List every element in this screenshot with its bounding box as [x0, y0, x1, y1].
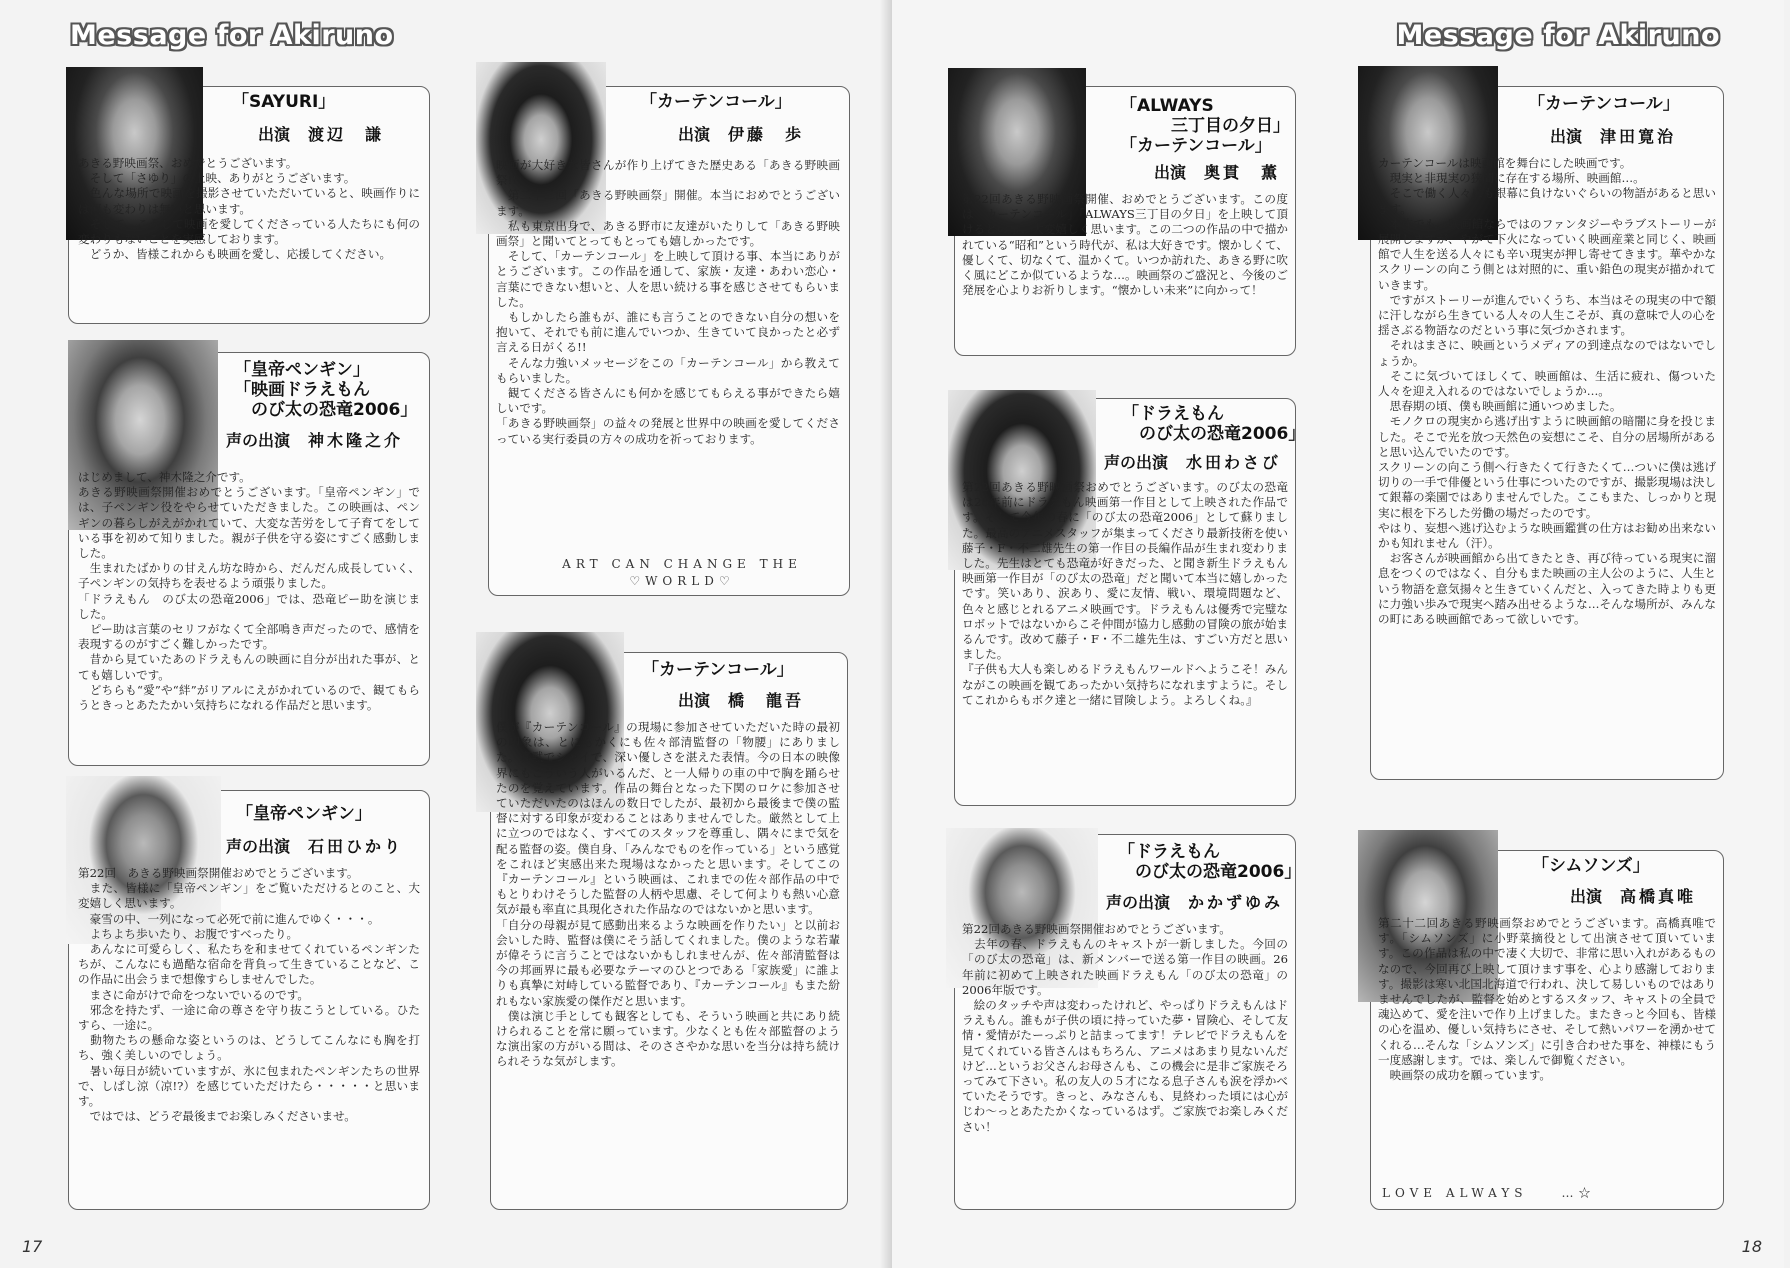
message-text: 第二十二回あきる野映画祭おめでとうございます。高橋真唯です。「シムソンズ」に小野菜摘役として出演させて頂いています。この作品は私の中で凄く大切で、非常に思い入れがあるものなので、今回再び上映して頂けます事を、心より感謝しております。撮影は寒い北国北海道で行われ、決して易しいものではありませんでしたが、監督を始めとするスタッフ、キャストの全員で魂込めて、愛を注いで作り上げました。またきっと今回も、皆様の心を温め、優しい気持ちにさせ、そして熱いパワーを湧かせてくれる…そんな「シムソンズ」に引き合わせた事を、神様にもう一度感謝します。では、楽しんで御覧ください。 映画祭の成功を願っています。	[1378, 916, 1716, 1083]
page-left	[0, 0, 892, 1268]
credit-line: 声の出演 石田ひかり	[226, 837, 404, 856]
page-right	[892, 0, 1784, 1268]
credit-line: 出演 橋 龍吾	[678, 691, 805, 710]
message-tagline: LOVE ALWAYS …☆	[1382, 1186, 1596, 1200]
film-title: 「シムソンズ」	[1532, 856, 1650, 876]
film-title: 「ALWAYS 三丁目の夕日」 「カーテンコール」	[1120, 96, 1290, 156]
message-text: 第22回 あきる野映画祭開催おめでとうございます。 また、皆様に「皇帝ペンギン」をご覧いただけるとのこと、大変嬉しく思います。 豪雪の中、一列になって必死で前に進んでゆく・・・。 よちよち歩いたり、お腹ですべったり。 あんなに可愛らしく、私たちを和ませてくれているペンギンたちが、こんなにも過酷な宿命を背負って生きていることなど、この作品に出会うまで想像すらしませんでした。 まさに命がけで命をつないでいるのです。 邪念を持たず、一途に命の尊さを守り抜こうとしている。ひたすら、一途に。 動物たちの懸命な姿というのは、どうしてこんなにも胸を打ち、強く美しいのでしょう。 暑い毎日が続いていますが、氷に包まれたペンギンたちの世界で、しばし涼（凉!?）を感じていただけたら・・・・・と思います。 ではでは、どうぞ最後までお楽しみくださいませ。	[78, 866, 420, 1124]
page-header-right: Message for Akiruno	[1396, 20, 1720, 51]
page-number-left: 17	[22, 1237, 43, 1256]
message-text: 第22回あきる野映画祭おめでとうございます。のび太の恐竜は26年前にドラえもん映画第一作目として上映された作品です。そして今年の春に「のび太の恐竜2006」として蘇りました。最高のアニメスタッフが集まってくださり最新技術を使い藤子・F・不二雄先生の第一作目の長編作品が生まれ変わりました。先生はとても恐竜が好きだった、と聞き新生ドラえもん映画第一作目が「のび太の恐竜」だと聞いて本当に嬉しかったです。笑いあり、涙あり、愛に友情、戦い、環境問題など、色々と感じとれるアニメ映画です。ドラえもんは優秀で完璧なロボットではないからこそ仲間が協力し感動の冒険の旅が始まるんです。改めて藤子・F・不二雄先生は、すごい方だと思いました。 『子供も大人も楽しめるドラえもんワールドへようこそ！みんながこの映画を観てあったかい気持ちになれますように。そしてこれからもボク達と一緒に冒険しよう。よろしくね。』	[962, 480, 1288, 707]
message-text: 第22回あきる野映画祭開催、おめでとうございます。この度は「カーテンコール」「ALWAYS三丁目の夕日」を上映して頂けるとの事、大変嬉しく思います。この二つの作品の中で描かれている“昭和”という時代が、私は大好きです。懐かしくて、優しくて、切なくて、温かくて。いつか訪れた、あきる野に吹く風にどこか似ているような…。映画祭のご盛況と、今後のご発展を心よりお祈りします。“懐かしい未来”に向かって！	[962, 192, 1288, 298]
message-text: はじめまして、神木隆之介です。 あきる野映画祭開催おめでとうございます。「皇帝ペンギン」では、子ペンギン役をやらせていただきました。この映画は、ペンギンの暮らしがえがかれていて、大変な苦労をして子育てをしている事を初めて知りました。親が子供を守る姿にすごく感動しました。 生まれたばかりの甘えん坊な時から、だんだん成長していく、子ペンギンの気持ちを表せるよう頑張りました。 「ドラえもん のび太の恐竜2006」では、恐竜ピー助を演じました。 ピー助は言葉のセリフがなくて全部鳴き声だったので、感情を表現するのがすごく難しかったです。 昔から見ていたあのドラえもんの映画に自分が出れた事が、とても嬉しいです。 どちらも“愛”や“絆”がリアルにえがかれているので、観てもらうときっとあたたかい気持ちになれる作品だと思います。	[78, 470, 420, 713]
credit-line: 声の出演 水田わさび	[1104, 453, 1282, 472]
film-title: 「皇帝ペンギン」 「映画ドラえもん のび太の恐竜2006」	[234, 360, 418, 420]
film-title: 「ドラえもん のび太の恐竜2006」	[1122, 404, 1306, 444]
credit-line: 出演 奥貫 薫	[1154, 163, 1281, 182]
film-title: 「カーテンコール」	[640, 92, 792, 112]
message-text: カーテンコールは映画館を舞台にした映画です。 現実と非現実の狭間に存在する場所、映画館…。 そこで働く人々にも銀幕に負けないぐらいの物語があると思います。 本作でも、映画館ならではのファンタジーやラブストーリーが展開しますが、やがて下火になっていく映画産業と同じく、映画館で人生を送る人々にも辛い現実が押し寄せてきます。華やかなスクリーンの向こう側とは対照的に、重い鉛色の現実が描かれていきます。 ですがストーリーが進んでいくうち、本当はその現実の中で額に汗しながら生きている人々の人生こそが、真の意味で人の心を揺さぶる物語なのだという事に気づかされます。 それはまさに、映画というメディアの到達点なのではないでしょうか。 そこに気づいてほしくて、映画館は、生活に疲れ、傷ついた人々を迎え入れるのではないでしょうか…。 思春期の頃、僕も映画館に通いつめました。 モノクロの現実から逃げ出すように映画館の暗闇に身を投じました。そこで光を放つ天然色の妄想にこそ、自分の居場所があると思い込んでいたのです。 スクリーンの向こう側へ行きたくて行きたくて…ついに僕は逃げ切りの一手で俳優という仕事についたのですが、撮影現場は決して銀幕の楽園ではありませんでした。ここもまた、しっかりと現実に根を下ろした労働の場だったのです。 やはり、妄想へ逃げ込むような映画鑑賞の仕方はお勧め出来ないかも知れません（汗）。 お客さんが映画館から出てきたとき、再び待っている現実に溜息をつくのではなく、自分もまた映画の主人公のように、人生という物語を意気揚々と生きていくんだと、入ってきた時よりも更に力強い歩みで現実へ踏み出せるような…そんな場所が、みんなの町にある映画館であって欲しいです。	[1378, 156, 1716, 627]
film-title: 「ドラえもん のび太の恐竜2006」	[1118, 842, 1302, 882]
credit-line: 声の出演 かかずゆみ	[1106, 893, 1284, 912]
message-text: 映画が大好きな皆さんが作り上げてきた歴史ある「あきる野映画祭!!」 第二十二回「あきる野映画祭」開催。本当におめでとうございます。 私も東京出身で、あきる野市に友達がいたりして「あきる野映画祭」と聞いてとってもとっても嬉しかったです。 そして、「カーテンコール」を上映して頂ける事、本当にありがとうございます。この作品を通して、家族・友達・あわい恋心・言葉にできない想いと、人を思い続ける事を感じさせてもらいました。 もしかしたら誰もが、誰にも言うことのできない自分の想いを抱いて、それでも前に進んでいつか、生きていて良かったと必ず言える日がくる!! そんな力強いメッセージをこの「カーテンコール」から教えてもらいました。 観てくださる皆さんにも何かを感じてもらえる事ができたら嬉しいです。 「あきる野映画祭」の益々の発展と世界中の映画を愛してくださっている実行委員の方々の成功を祈っております。	[496, 158, 840, 446]
credit-line: 出演 津田寛治	[1550, 127, 1677, 146]
film-title: 「SAYURI」	[232, 92, 336, 112]
credit-line: 出演 渡辺 謙	[258, 125, 385, 144]
message-text: あきる野映画祭、おめでとうございます。 そして「さゆり」の上映、ありがとうございます。 色んな場所で映画を撮影させていただいていると、映画作りには何も変わりは無いと思います。 そして、こうして映画を愛してくださっている人たちにも何の変わりもないことを実感しております。 どうか、皆様これからも映画を愛し、応援してください。	[78, 156, 420, 262]
page-header-left: Message for Akiruno	[70, 20, 394, 51]
film-title: 「カーテンコール」	[642, 660, 794, 680]
message-tagline: ART CAN CHANGE THE ♡WORLD♡	[562, 557, 802, 588]
film-title: 「皇帝ペンギン」	[236, 804, 372, 824]
credit-line: 出演 伊藤 歩	[678, 125, 805, 144]
film-title: 「カーテンコール」	[1528, 94, 1680, 114]
message-text: 僕が『カーテンコール』の現場に参加させていただいた時の最初の印象は、とにもかくにも佐々部清監督の「物腰」にありました。寡黙でシャイで、深い優しさを湛えた表情。今の日本の映像界にもこういう人がいるんだ、と一人帰りの車の中で胸を踊らせたのを覚えています。作品の舞台となった下関のロケに参加させていただいたのはほんの数日でしたが、最初から最後まで僕の監督に対する印象が変わることはありませんでした。厳然として上に立つのではなく、すべてのスタッフを尊重し、隅々にまで気を配る監督の姿。僕自身、「みんなでものを作っている」という感覚をこれほど実感出来た現場はなかったと思います。そしてこの『カーテンコール』という映画は、これまでの佐々部作品の中でもとりわけそうした監督の人柄や思慮、そして何よりも熱い心意気が最も率直に具現化された作品なのではないかと思います。 「自分の母親が見て感動出来るような映画を作りたい」と以前お会いした時、監督は僕にそう話してくれました。僕のような若輩が偉そうに言うことではないかもしれませんが、佐々部清監督は今の邦画界に最も必要なテーマのひとつである「家族愛」に誰よりも真摯に対峙している監督であり、『カーテンコール』もまた紛れもない家族愛の傑作だと思います。 僕は演じ手としても観客としても、そういう映画と共にあり続けられることを常に願っています。少なくとも佐々部監督のような演出家の方がいる間は、そのささやかな思いを当分は持ち続けられそうな気がします。	[496, 720, 840, 1069]
message-text: 第22回あきる野映画祭開催おめでとうございます。 去年の春、ドラえもんのキャストが一新しました。今回の「のび太の恐竜」は、新メンバーで送る第一作目の映画。26年前に初めて上映された映画ドラえもん「のび太の恐竜」の2006年版です。 絵のタッチや声は変わったけれど、やっぱりドラえもんはドラえもん。誰もが子供の頃に持っていた夢・冒険心、そして友情・愛情がたーっぷりと詰まってます！テレビでドラえもんを見てくれている皆さんはもちろん、アニメはあまり見ないんだけど…というお父さんお母さんも、この機会に是非ご家族そろってみて下さい。私の友人の５才になる息子さんも涙を浮かべていたそうです。きっと、みなさんも、見終わった頃には心がじわ〜っとあたたかくなっているはず。ご家族でお楽しみください！	[962, 922, 1288, 1134]
page-number-right: 18	[1741, 1237, 1762, 1256]
credit-line: 出演 高橋真唯	[1570, 887, 1697, 906]
credit-line: 声の出演 神木隆之介	[226, 431, 404, 450]
